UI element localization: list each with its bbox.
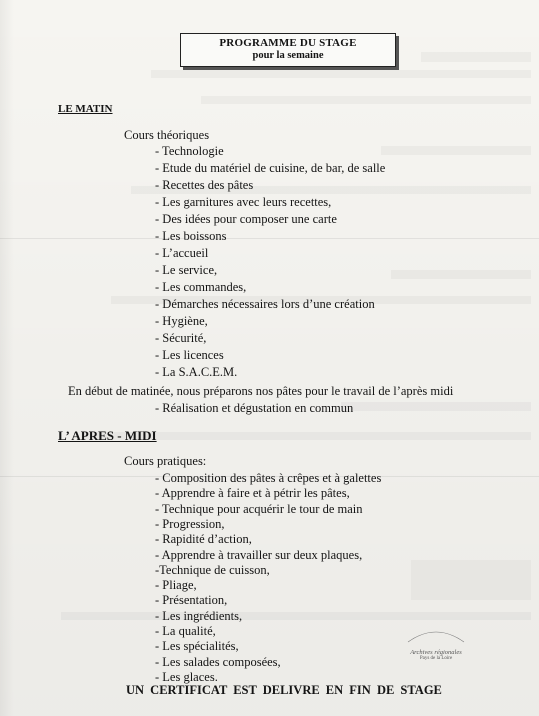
paper-fold	[0, 238, 539, 239]
morning-item: - Les garnitures avec leurs recettes,	[155, 195, 332, 209]
afternoon-item: - Apprendre à travailler sur deux plaques,	[155, 547, 363, 562]
afternoon-item: - Apprendre à faire et à pétrir les pâtes,	[155, 486, 350, 501]
show-through-block	[61, 612, 531, 620]
morning-item: - Technologie	[155, 144, 224, 158]
morning-item: - Etude du matériel de cuisine, de bar, de salle	[155, 161, 386, 175]
page-title: PROGRAMME DU STAGE	[219, 37, 357, 49]
morning-item: - Démarches nécessaires lors d’une création	[155, 297, 375, 311]
show-through-block	[341, 402, 531, 411]
morning-item: - La S.A.C.E.M.	[155, 365, 238, 379]
morning-item: - Hygiène,	[155, 314, 208, 328]
stamp-line-1: Archives régionales	[410, 649, 462, 656]
afternoon-item: - Les ingrédients,	[155, 608, 243, 623]
morning-heading: LE MATIN	[58, 103, 113, 115]
morning-item: - Les boissons	[155, 229, 227, 243]
certificate-notice: UN CERTIFICAT EST DELIVRE EN FIN DE STAGE	[126, 683, 442, 697]
morning-item: - Recettes des pâtes	[155, 178, 254, 192]
afternoon-item: - Les salades composées,	[155, 654, 281, 669]
afternoon-item: - Présentation,	[155, 593, 228, 608]
afternoon-item: - Technique pour acquérir le tour de main	[155, 501, 363, 516]
show-through-block	[411, 560, 531, 600]
afternoon-item: - Les glaces.	[155, 669, 218, 684]
show-through-block	[381, 146, 531, 155]
morning-note-tasting: - Réalisation et dégustation en commun	[155, 401, 354, 415]
show-through-block	[201, 96, 531, 104]
stamp-line-2: Pays de la Loire	[419, 656, 453, 661]
morning-item: - Les licences	[155, 348, 224, 362]
show-through-block	[421, 52, 531, 62]
show-through-block	[391, 270, 531, 279]
page-subtitle: pour la semaine	[252, 50, 324, 61]
afternoon-item: - Les spécialités,	[155, 639, 239, 654]
morning-item: - Les commandes,	[155, 280, 247, 294]
morning-item: - Sécurité,	[155, 331, 207, 345]
show-through-block	[151, 70, 531, 78]
stamp-arc-icon	[404, 626, 468, 644]
afternoon-item: - Progression,	[155, 516, 225, 531]
morning-intro: Cours théoriques	[124, 128, 210, 142]
afternoon-heading: L’ APRES - MIDI	[58, 428, 157, 443]
morning-item: - Le service,	[155, 263, 218, 277]
morning-item: - Des idées pour composer une carte	[155, 212, 337, 226]
programme-title-box	[180, 33, 396, 67]
afternoon-item: - Rapidité d’action,	[155, 532, 252, 547]
morning-note: En début de matinée, nous préparons nos pâtes pour le travail de l’après midi	[68, 384, 454, 398]
afternoon-item: - Composition des pâtes à crêpes et à galettes	[155, 471, 382, 485]
afternoon-intro: Cours pratiques:	[124, 454, 207, 468]
afternoon-item: - La qualité,	[155, 624, 216, 638]
afternoon-item: - Pliage,	[155, 578, 197, 593]
archive-stamp	[404, 626, 468, 668]
afternoon-item: -Technique de cuisson,	[155, 562, 270, 577]
morning-item: - L’accueil	[155, 246, 209, 260]
